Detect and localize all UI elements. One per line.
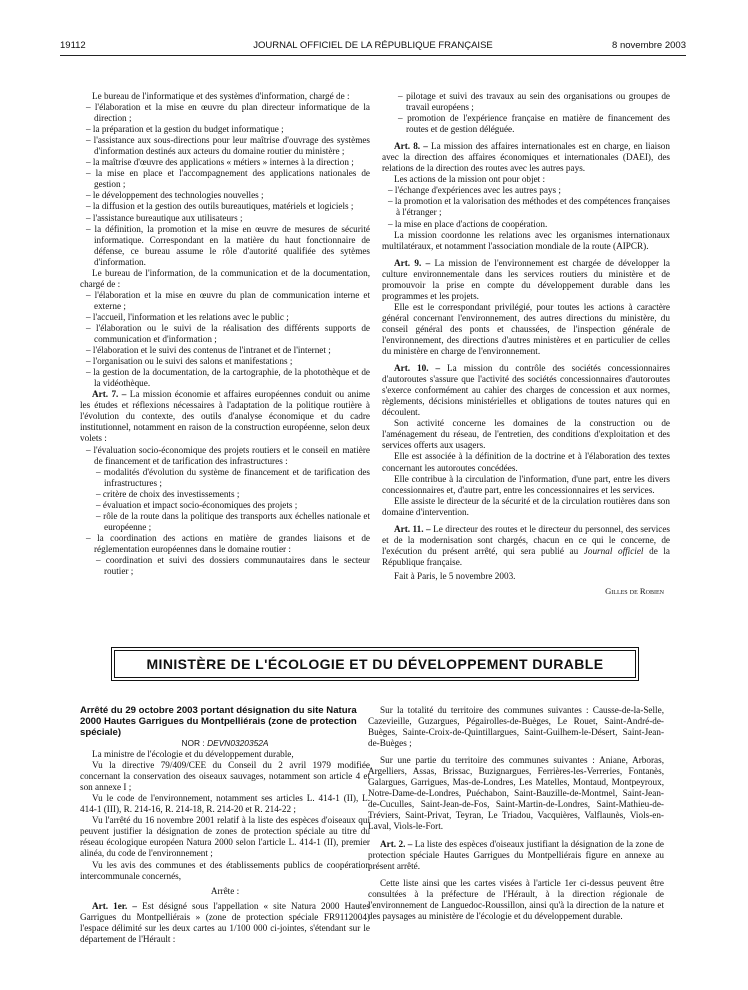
- column-right-top: [382, 91, 670, 597]
- sub-list-item: – rôle de la route dans la politique des transports aux échelles nationale et européenne ;: [96, 510, 370, 532]
- decree-title: Arrêté du 29 octobre 2003 portant désignation du site Natura 2000 Hautes Garrigues du Montpelliérais (zone de protection spéciale): [80, 705, 357, 738]
- paragraph: Sur une partie du territoire des communes suivantes : Aniane, Arboras, Argelliers, Assas, Brissac, Buzignargues, Ferrières-les-Verreries, Fontanès, Galargues, Garrigues, Mas-de-Londres, Les Matelles, Montaud, Montpeyroux, Notre-Dame-de-Londres, Puéchabon, Saint-Bauzille-de-Montmel, Saint-Jean-de-Cuculles, Saint-Jean-de-Fos, Saint-Martin-de-Londres, Saint-Mathieu-de-Tréviers, Saint-Privat, Teyran, Le Triadou, Vacquières, Valflaunès, Viols-en-Laval, Viols-le-Fort.: [368, 755, 664, 832]
- list-item: – l'élaboration et le suivi des contenus de l'intranet et de l'internet ;: [86, 345, 331, 356]
- article-7: [80, 389, 370, 444]
- journal-title: JOURNAL OFFICIEL DE LA RÉPUBLIQUE FRANÇAISE: [253, 40, 493, 51]
- paragraph: Le bureau de l'informatique et des systèmes d'information, chargé de :: [92, 91, 350, 101]
- nor-code: DEVN0320352A: [207, 738, 269, 748]
- article-label: Art. 10. –: [394, 363, 441, 374]
- sub-list-item: – modalités d'évolution du système de financement et de tarification des infrastructures ;: [96, 466, 370, 488]
- article-text: Est désigné sous l'appellation « site Natura 2000 Hautes Garrigues du Montpelliérais » (zone de protection spéciale FR9112004) l'espace délimité sur les deux cartes au 1/100 000 ci-jointes, s'étendant sur le département de l'Hérault :: [80, 900, 370, 944]
- paragraph: Vu l'arrêté du 16 novembre 2001 relatif à la liste des espèces d'oiseaux qui peuvent justifier la désignation de zones de protection spéciale au titre du réseau écologique européen Natura 2000 selon l'article L. 414-1 (II), premier alinéa, du code de l'environnement ;: [80, 815, 370, 859]
- list-item: – l'élaboration et la mise en œuvre du plan directeur informatique de la direction ;: [86, 102, 370, 124]
- article-label: Art. 8. –: [394, 141, 428, 152]
- article-text: Le directeur des routes et le directeur du personnel, des services et de la modernisation sont chargés, chacun en ce qui le concerne, de l'exécution du présent arrêté, qui sera publié au: [382, 523, 671, 556]
- article-label: Art. 7. –: [92, 389, 127, 400]
- paragraph: Les actions de la mission ont pour objet :: [394, 174, 546, 185]
- list-item: – l'assistance bureautique aux utilisateurs ;: [86, 212, 243, 223]
- place-date: Fait à Paris, le 5 novembre 2003.: [394, 570, 516, 581]
- list-item: – la promotion et la valorisation des méthodes et des compétences françaises à l'étranger ;: [388, 196, 670, 218]
- nor-label: NOR :: [181, 738, 208, 748]
- article-2: [368, 839, 664, 872]
- list-item: – la mise en place et l'accompagnement des applications nationales de gestion ;: [86, 168, 370, 190]
- paragraph: Sur la totalité du territoire des communes suivantes : Causse-de-la-Selle, Cazevieille, Guzargues, Pégairolles-de-Buèges, Le Rouet, Saint-André-de-Buèges, Sainte-Croix-de-Quintillargues, Saint-Guilhem-le-Désert, Saint-Jean-de-Buèges ;: [368, 705, 664, 749]
- article-8: [382, 141, 670, 174]
- article-text: La mission du contrôle des sociétés concessionnaires d'autoroutes s'assure que l'activité des sociétés concessionnaires d'autoroutes s'exerce conformément au cahier des charges de concession et aux normes, règlements, décisions ministérielles et obligations de toutes natures qui en découlent.: [382, 363, 670, 418]
- article-text-end: de la République française.: [382, 545, 670, 567]
- paragraph: La mission coordonne les relations avec les organismes internationaux multilatéraux, et notamment l'association mondiale de la route (AIPCR).: [382, 229, 670, 251]
- list-item: – la mise en place d'actions de coopération.: [388, 218, 548, 229]
- article-9: [382, 258, 670, 302]
- paragraph: Son activité concerne les domaines de la construction ou de l'aménagement du réseau, de l'entretien, des conditions d'exploitation et des services offerts aux usagers.: [382, 418, 670, 451]
- article-label: Art. 1er. –: [92, 900, 137, 911]
- paragraph: Le bureau de l'information, de la communication et de la documentation, chargé de :: [80, 267, 370, 289]
- signature: Gilles de Robien: [605, 585, 664, 596]
- list-item: – l'organisation ou le suivi des salons et manifestations ;: [86, 356, 293, 367]
- journal-reference: Journal officiel: [583, 545, 644, 556]
- page-header: [60, 40, 686, 54]
- article-label: Art. 2. –: [380, 838, 413, 849]
- sub-list-item: – promotion de l'expérience française en matière de financement des routes et de gestion déléguée.: [398, 113, 670, 135]
- list-item: – l'élaboration et la mise en œuvre du plan de communication interne et externe ;: [86, 289, 370, 311]
- list-item: – la définition, la promotion et la mise en œuvre de mesures de sécurité informatique. Correspondant en la matière du haut fonctionnaire de défense, ce bureau assume le rôle d'autorité qualifiée des sytèmes d'information.: [86, 223, 370, 267]
- paragraph: Vu les avis des communes et des établissements publics de coopération intercommunale concernés,: [80, 859, 370, 881]
- article-1: [80, 901, 370, 945]
- paragraph: Elle contribue à la circulation de l'information, d'une part, entre les divers concessionnaires et, d'autre part, entre les concessionnaires et les services.: [382, 473, 670, 495]
- issue-date: 8 novembre 2003: [612, 40, 686, 51]
- column-left-top: [80, 91, 370, 577]
- sub-list-item: – critère de choix des investissements ;: [96, 488, 240, 499]
- paragraph: Vu la directive 79/409/CEE du Conseil du 2 avril 1979 modifiée concernant la conservation des oiseaux sauvages, notamment son article 4 et son annexe I ;: [80, 760, 370, 793]
- sub-list-item: – pilotage et suivi des travaux au sein des organisations ou groupes de travail européens ;: [398, 91, 670, 113]
- article-label: Art. 11. –: [394, 523, 431, 534]
- paragraph: Vu le code de l'environnement, notamment ses articles L. 414-1 (II), L. 414-1 (III), R. 214-16, R. 214-18, R. 214-20 et R. 214-22 ;: [80, 793, 370, 815]
- article-text: La mission économie et affaires européennes conduit ou anime les études et réflexions nécessaires à l'adaptation de la politique routière à l'évolution du contexte, des outils d'analyse économique et du cadre institutionnel, notamment en raison de la construction européenne, selon deux volets :: [80, 389, 370, 444]
- list-item: – la coordination des actions en matière de grandes liaisons et de réglementation européennes dans le domaine routier :: [86, 532, 370, 554]
- list-item: – la maîtrise d'œuvre des applications « métiers » internes à la direction ;: [86, 157, 354, 168]
- list-item: – la préparation et la gestion du budget informatique ;: [86, 124, 284, 135]
- article-11: [382, 524, 670, 568]
- paragraph: La ministre de l'écologie et du développement durable,: [92, 749, 294, 760]
- nor-reference: [80, 738, 370, 749]
- article-text: La liste des espèces d'oiseaux justifiant la désignation de la zone de protection spéciale Hautes Garrigues du Montpelliérais figure en annexe au présent arrêté.: [368, 838, 664, 871]
- sub-list-item: – coordination et suivi des dossiers communautaires dans le secteur routier ;: [96, 554, 370, 577]
- list-item: – l'évaluation socio-économique des projets routiers et le conseil en matière de financement et de tarification des infrastructures :: [86, 444, 370, 466]
- paragraph: Elle est associée à la définition de la doctrine et à l'élaboration des textes concernant les autoroutes concédées.: [382, 451, 670, 473]
- article-text: La mission des affaires internationales est en charge, en liaison avec la direction des affaires économiques et internationales (DAEI), des relations de la direction des routes avec les autres pays.: [382, 141, 670, 174]
- page-number: 19112: [60, 40, 86, 51]
- paragraph: Elle est le correspondant privilégié, pour toutes les actions à caractère général concernant l'environnement, des autres directions du ministère, du conseil général des ponts et chaussées, de l'inspection générale de l'environnement, des directions d'autres ministères et en particulier de celles du ministère en charge de l'environnement.: [382, 301, 670, 357]
- article-10: [382, 363, 670, 418]
- list-item: – le développement des technologies nouvelles ;: [86, 190, 264, 201]
- article-label: Art. 9. –: [394, 257, 431, 268]
- paragraph: Cette liste ainsi que les cartes visées à l'article 1er ci-dessus peuvent être consultées à la préfecture de l'Hérault, à la direction régionale de l'environnement de Languedoc-Roussillon, ainsi qu'à la direction de la nature et des paysages au ministère de l'écologie et du développement durable.: [368, 877, 664, 921]
- paragraph: Elle assiste le directeur de la sécurité et de la circulation routières dans son domaine d'intervention.: [382, 495, 670, 517]
- column-left-bottom: [80, 705, 370, 945]
- ministry-heading: MINISTÈRE DE L'ÉCOLOGIE ET DU DÉVELOPPEMENT DURABLE: [114, 650, 636, 678]
- list-item: – la diffusion et la gestion des outils bureautiques, matériels et logiciels ;: [86, 201, 354, 212]
- list-item: – l'assistance aux sous-directions pour leur maîtrise d'ouvrage des systèmes d'information destinés aux acteurs du domaine routier du ministère ;: [86, 135, 370, 157]
- list-item: – l'échange d'expériences avec les autres pays ;: [388, 185, 561, 196]
- list-item: – l'élaboration ou le suivi de la réalisation des différents supports de communication et d'information ;: [86, 322, 370, 345]
- column-right-bottom: [368, 705, 664, 922]
- sub-list-item: – évaluation et impact socio-économiques des projets ;: [96, 499, 298, 510]
- header-rule: [60, 55, 686, 56]
- list-item: – l'accueil, l'information et les relations avec le public ;: [86, 311, 289, 322]
- arrete-heading: Arrête :: [210, 885, 240, 896]
- list-item: – la gestion de la documentation, de la cartographie, de la photothèque et de la vidéothèque.: [86, 367, 370, 389]
- article-text: La mission de l'environnement est chargée de développer la culture environnementale dans les services routiers du ministère et de promouvoir la prise en compte du développement durable dans les programmes et les projets.: [382, 257, 670, 301]
